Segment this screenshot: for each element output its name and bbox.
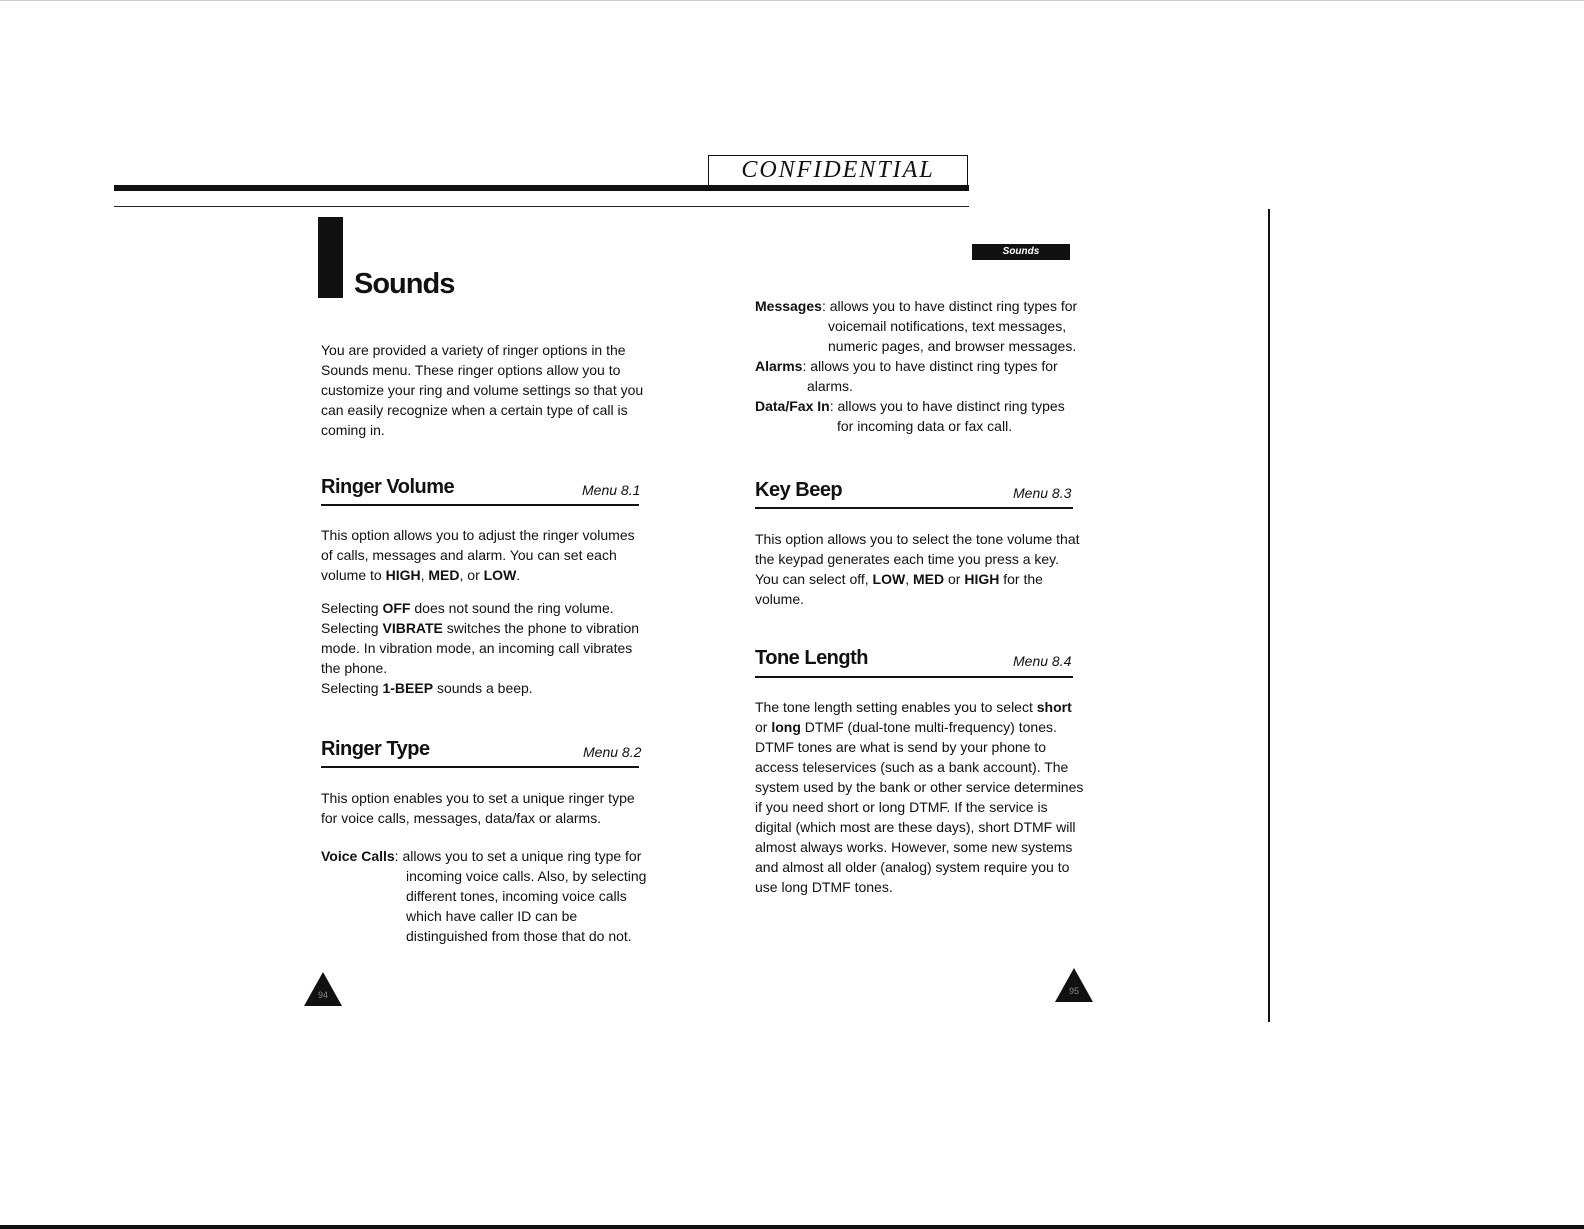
text-line: alarms. [807,378,853,394]
text-run: , [420,567,429,583]
text-line: This option allows you to select the tone volume that [755,531,1080,547]
left-page-marker [304,972,342,1006]
text-line: for incoming data or fax call. [837,418,1013,434]
text-run: : allows you to have distinct ring types for [802,358,1058,374]
bottom-edge-line [0,1225,1584,1229]
header-thick-rule [114,185,969,191]
triangle-icon [304,972,342,1006]
key-beep-paragraph [755,529,1085,609]
text-run: , [905,571,913,587]
ringer-volume-heading: Ringer Volume [321,476,455,498]
ringer-type-rule [321,766,639,768]
page-title: Sounds [354,268,455,300]
text-line: incoming voice calls. Also, by selecting [406,868,647,884]
text-line: different tones, incoming voice calls [406,888,627,904]
intro-line: Sounds menu. These ringer options allow you to [321,362,621,378]
text-line: numeric pages, and browser messages. [828,338,1077,354]
text-run: : allows you to have distinct ring types for [821,298,1078,314]
triangle-icon [1055,968,1093,1002]
text-run: does not sound the ring volume. [410,600,614,616]
ringer-volume-rule [321,504,639,506]
option-off: OFF [382,600,411,616]
key-beep-heading: Key Beep [755,479,843,501]
text-line [321,598,651,618]
text-line: of calls, messages and alarm. You can set each [321,547,617,563]
intro-line: You are provided a variety of ringer options in the [321,342,626,358]
data-fax-term: Data/Fax In [755,398,830,414]
intro-line: customize your ring and volume settings so that you [321,382,644,398]
text-run: : allows you to set a unique ring type for [394,848,642,864]
text-run: , or [459,567,484,583]
key-beep-menu-ref: Menu 8.3 [1013,485,1072,501]
ringer-type-heading: Ringer Type [321,738,430,760]
text-line [755,697,1085,717]
alarms-definition [755,356,1085,396]
text-line [321,565,651,585]
text-line: This option enables you to set a unique ringer type [321,790,635,806]
top-edge-line [0,0,1584,1]
option-med: MED [912,571,945,587]
text-run: or [944,571,965,587]
text-run: Selecting [321,680,383,696]
title-marker-bar [318,217,343,298]
ringer-type-menu-ref: Menu 8.2 [583,744,642,760]
key-beep-rule [755,507,1073,509]
option-1-beep: 1-BEEP [382,680,434,696]
ringer-type-paragraph [321,788,651,828]
text-line [755,356,1085,376]
text-run: volume to [321,567,386,583]
tone-length-paragraph [755,697,1085,897]
section-tab: Sounds [972,244,1070,260]
text-line: for voice calls, messages, data/fax or alarms. [321,810,602,826]
text-line: the phone. [321,660,388,676]
text-line: use long DTMF tones. [755,879,893,895]
text-run: Selecting [321,600,383,616]
option-vibrate: VIBRATE [382,620,443,636]
text-run: Selecting [321,620,383,636]
confidential-stamp: CONFIDENTIAL [708,155,968,185]
text-run: or [755,719,772,735]
text-line: This option allows you to adjust the ringer volumes [321,527,635,543]
right-page-number: 95 [1068,986,1079,996]
intro-paragraph [321,340,651,440]
ringer-volume-paragraph [321,525,651,585]
text-line: system used by the bank or other service determines [755,779,1084,795]
text-run: : allows you to have distinct ring types [829,398,1065,414]
text-run: switches the phone to vibration [442,620,640,636]
option-high: HIGH [964,571,1000,587]
text-line: access teleservices (such as a bank account). The [755,759,1069,775]
messages-definition [755,296,1085,356]
text-line: almost always works. However, some new systems [755,839,1073,855]
text-run: The tone length setting enables you to select [755,699,1037,715]
text-line [755,396,1085,416]
tone-length-heading: Tone Length [755,647,868,669]
ringer-volume-menu-ref: Menu 8.1 [582,482,641,498]
voice-calls-term: Voice Calls [321,848,395,864]
text-line: if you need short or long DTMF. If the service is [755,799,1048,815]
tone-length-menu-ref: Menu 8.4 [1013,653,1072,669]
intro-line: coming in. [321,422,385,438]
right-page-marker [1055,968,1093,1002]
text-line: and almost all older (analog) system require you to [755,859,1070,875]
text-line [321,846,651,866]
option-med: MED [428,567,460,583]
tone-length-rule [755,676,1073,678]
option-long: long [771,719,801,735]
voice-calls-definition [321,846,651,946]
messages-term: Messages [755,298,822,314]
text-line: mode. In vibration mode, an incoming call vibrates [321,640,633,656]
text-run: for the [999,571,1043,587]
option-low: LOW [872,571,906,587]
text-line: digital (which most are these days), short DTMF will [755,819,1076,835]
text-line [321,678,651,698]
intro-line: can easily recognize when a certain type of call is [321,402,628,418]
option-high: HIGH [385,567,421,583]
ringer-volume-selections [321,598,651,698]
text-run: sounds a beep. [433,680,533,696]
text-line: distinguished from those that do not. [406,928,632,944]
text-line [755,717,1085,737]
option-short: short [1036,699,1072,715]
text-line: volume. [755,591,805,607]
left-page-number: 94 [317,990,328,1000]
text-line: DTMF tones are what is send by your phone to [755,739,1047,755]
text-line: voicemail notifications, text messages, [828,318,1067,334]
text-line: the keypad generates each time you press a key. [755,551,1060,567]
text-line: which have caller ID can be [406,908,578,924]
header-thin-rule [114,206,969,207]
alarms-term: Alarms [755,358,803,374]
text-line [321,618,651,638]
page-right-border [1268,209,1270,1022]
option-low: LOW [483,567,517,583]
data-fax-definition [755,396,1085,436]
text-run: DTMF (dual-tone multi-frequency) tones. [800,719,1057,735]
text-line [755,296,1085,316]
text-line [755,569,1085,589]
text-run: . [516,567,521,583]
text-run: You can select off, [755,571,873,587]
